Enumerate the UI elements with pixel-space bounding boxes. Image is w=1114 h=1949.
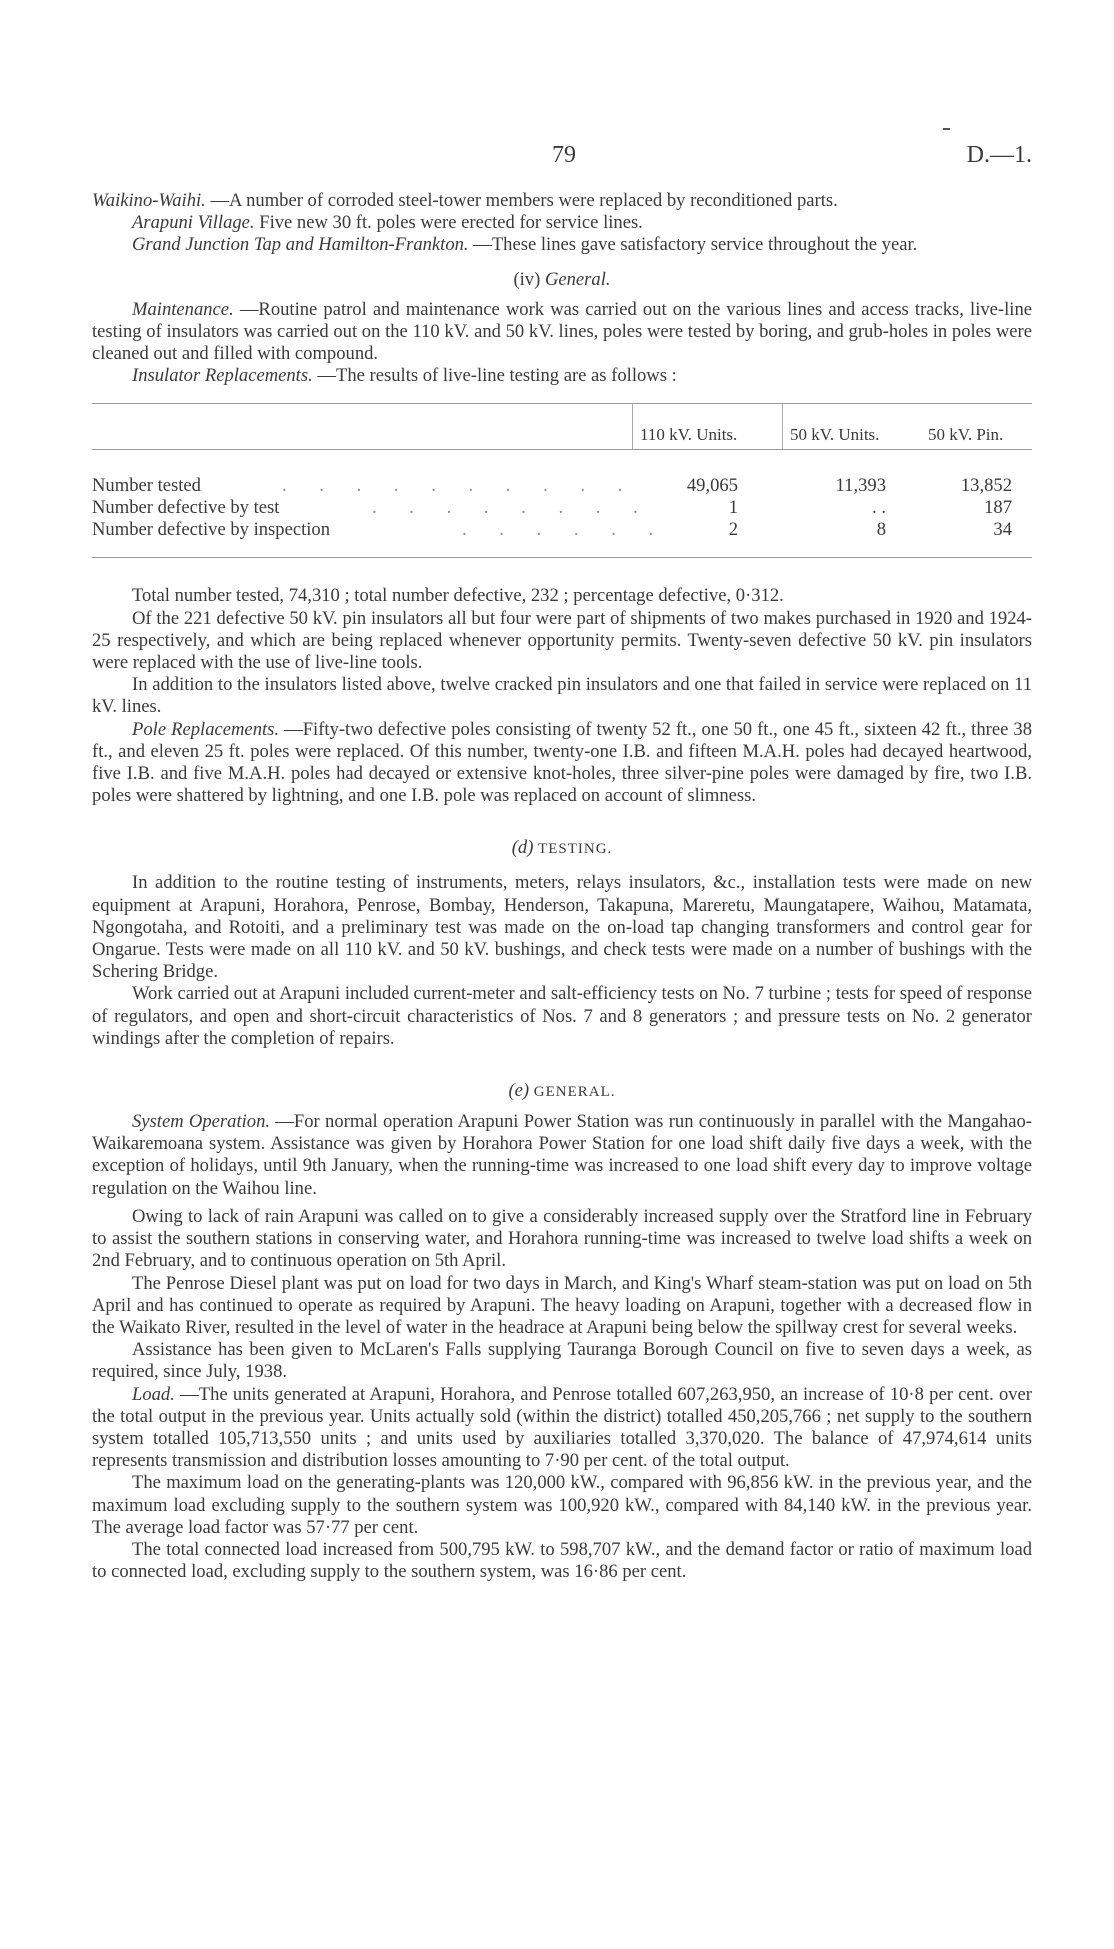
run-in-heading: Load. <box>132 1383 175 1405</box>
section-number: (d) <box>511 837 539 859</box>
cell: . . <box>872 497 886 519</box>
run-in-heading: Maintenance. <box>132 298 234 320</box>
paragraph-text: —For normal operation Arapuni Power Station was run continuously in parallel with the Mangahao-Waikaremoana system. Assistance was given by Horahora Power Station for one load shift daily five days a week, with the exception of holidays, until 9th January, when the running-time was increased to one load shift every day to improve voltage regulation on the Waihou line. <box>92 1111 1032 1199</box>
paragraph-maximum-load: The maximum load on the generating-plants was 120,000 kW., compared with 96,856 kW. in the previous year, and the maximum load excluding supply to the southern system was 100,920 kW., compared with 84,140 kW. in the previous year. The average load factor was 57·77 per cent. <box>92 1472 1032 1538</box>
paragraph-totals: Total number tested, 74,310 ; total number defective, 232 ; percentage defective, 0·312. <box>132 585 784 607</box>
table-header: 110 kV. Units. <box>640 425 738 445</box>
insulator-table <box>92 397 1032 567</box>
document-code: D.—1. <box>966 142 1032 168</box>
run-in-heading: Waikino-Waihi. <box>92 190 206 211</box>
paragraph-connected-load: The total connected load increased from 500,795 kW. to 598,707 kW., and the demand factor or ratio of maximum load to connected load, excluding supply to the southern system, was 16·86 per cent. <box>92 1538 1032 1583</box>
document-page <box>92 0 1032 1583</box>
paragraph-maintenance <box>92 299 1032 366</box>
paragraph-text: —These lines gave satisfactory service throughout the year. <box>468 234 918 256</box>
table-row <box>92 475 1032 497</box>
paragraph-text: —The units generated at Arapuni, Horahora, and Penrose totalled 607,263,950, an increase of 10·8 per cent. over the total output in the previous year. Units actually sold (within the district) totalled 450,205,766 ; net supply to the southern system totalled 105,713,550 units ; and units used by auxiliaries totalled 3,370,020. The balance of 47,974,614 units represents transmission and distribution losses amounting to 7·90 per cent. of the total output. <box>92 1383 1032 1472</box>
table-header: 50 kV. Units. <box>790 425 880 445</box>
cell: 187 <box>984 497 1012 519</box>
paragraph-text: —The results of live-line testing are as follows : <box>312 365 677 387</box>
table-top-rule <box>92 403 1032 404</box>
run-in-heading: Pole Replacements. <box>132 718 280 740</box>
row-leader: . . . . . . . . . . <box>282 475 637 497</box>
paragraph-cracked-insulators: In addition to the insulators listed above, twelve cracked pin insulators and one that failed in service were replaced on 11 kV. lines. <box>92 674 1032 718</box>
page-number: 79 <box>552 142 576 168</box>
section-title: GENERAL. <box>533 1084 616 1101</box>
section-title: TESTING. <box>538 841 613 858</box>
paragraph-arapuni-work: Work carried out at Arapuni included current-meter and salt-efficiency tests on No. 7 turbine ; tests for speed of response of regulators, and open and short-circuit characteristics of Nos. 7 and 8 generators ; and pressure tests on No. 2 generator windings after the completion of repairs. <box>92 983 1032 1049</box>
table-header-rule <box>92 449 1032 450</box>
section-heading-general <box>92 269 1032 291</box>
paragraph-insulator-replacements <box>92 365 1032 387</box>
section-number: (e) <box>508 1080 534 1102</box>
table-row <box>92 519 1032 541</box>
page-header <box>92 0 1032 190</box>
row-leader: . . . . . . . . <box>372 497 652 519</box>
paragraph-waikino <box>92 190 1032 212</box>
paragraph-arapuni-village <box>92 212 1032 234</box>
cell: 8 <box>876 519 886 541</box>
table-column-rule <box>782 403 783 449</box>
paragraph-lack-of-rain: Owing to lack of rain Arapuni was called on to give a considerably increased supply over the Stratford line in February to assist the southern stations in conserving water, and Horahora running-time was increased to twelve load shifts a week on 2nd February, and to continuous operation on 5th April. <box>92 1205 1032 1272</box>
paragraph-system-operation <box>92 1111 1032 1200</box>
paragraph-text: —A number of corroded steel-tower members were replaced by reconditioned parts. <box>205 190 838 211</box>
cell: 1 <box>728 497 738 519</box>
table-row <box>92 497 1032 519</box>
section-heading-general-e <box>92 1080 1032 1103</box>
row-leader: . . . . . . <box>462 519 668 541</box>
paragraph-load <box>92 1384 1032 1473</box>
section-number: (iv) <box>513 268 545 290</box>
paragraph-defective-pin: Of the 221 defective 50 kV. pin insulators all but four were part of shipments of two makes purchased in 1920 and 1924-25 respectively, and which are being replaced whenever opportunity permits. Twenty-seven defective 50 kV. pin insulators were replaced with the use of live-line tools. <box>92 607 1032 674</box>
cell: 49,065 <box>686 475 738 497</box>
paragraph-penrose-diesel: The Penrose Diesel plant was put on load for two days in March, and King's Wharf steam-station was put on load on 5th April and has continued to operate as required by Arapuni. The heavy loading on Arapuni, together with a decreased flow in the Waikato River, resulted in the level of water in the headrace at Arapuni being below the spillway crest for several weeks. <box>92 1272 1032 1338</box>
row-label: Number defective by inspection <box>92 519 331 541</box>
cell: 34 <box>993 519 1012 541</box>
section-heading-testing <box>92 837 1032 860</box>
run-in-heading: Grand Junction Tap and Hamilton-Frankton. <box>132 234 469 256</box>
table-header: 50 kV. Pin. <box>928 425 1004 445</box>
run-in-heading: Insulator Replacements. <box>132 365 313 387</box>
run-in-heading: Arapuni Village. <box>132 212 255 234</box>
paragraph-text: Five new 30 ft. poles were erected for service lines. <box>254 212 643 234</box>
paragraph-text: —Fifty-two defective poles consisting of twenty 52 ft., one 50 ft., one 45 ft., sixteen 42 ft., three 38 ft., and eleven 25 ft. poles were replaced. Of this number, twenty-one I.B. and fifteen M.A.H. poles had decayed heartwood, five I.B. and five M.A.H. poles had decayed or extensive knot-holes, three silver-pine poles were damaged by fire, two I.B. poles were shattered by lightning, and one I.B. pole was replaced on account of slimness. <box>92 718 1032 807</box>
row-label: Number tested <box>92 475 201 497</box>
paragraph-testing: In addition to the routine testing of instruments, meters, relays insulators, &c., installation tests were made on new equipment at Arapuni, Horahora, Penrose, Bombay, Henderson, Takapuna, Mareretu, Maungatapere, Waihou, Matamata, Ngongotaha, and Rotoiti, and a preliminary test was made on the on-load tap changing transformers and control gear for Ongarue. Tests were made on all 110 kV. and 50 kV. bushings, and check tests were made on a number of bushings with the Schering Bridge. <box>92 872 1032 983</box>
paragraph-grand-junction <box>92 234 1032 256</box>
run-in-heading: System Operation. <box>132 1111 271 1133</box>
cell: 11,393 <box>835 475 886 497</box>
table-column-rule <box>632 403 633 449</box>
cell: 2 <box>728 519 738 541</box>
header-mark <box>943 128 950 130</box>
section-title: General. <box>544 268 611 290</box>
paragraph-pole-replacements <box>92 719 1032 808</box>
row-label: Number defective by test <box>92 497 280 519</box>
paragraph-text: —Routine patrol and maintenance work was carried out on the various lines and access tracks, live-line testing of insulators was carried out on the 110 kV. and 50 kV. lines, poles were tested by boring, and grub-holes in poles were cleaned out and filled with compound. <box>92 298 1032 365</box>
table-bottom-rule <box>92 557 1032 558</box>
paragraph-assistance: Assistance has been given to McLaren's Falls supplying Tauranga Borough Council on five to seven days a week, as required, since July, 1938. <box>92 1339 1032 1383</box>
cell: 13,852 <box>960 475 1012 497</box>
